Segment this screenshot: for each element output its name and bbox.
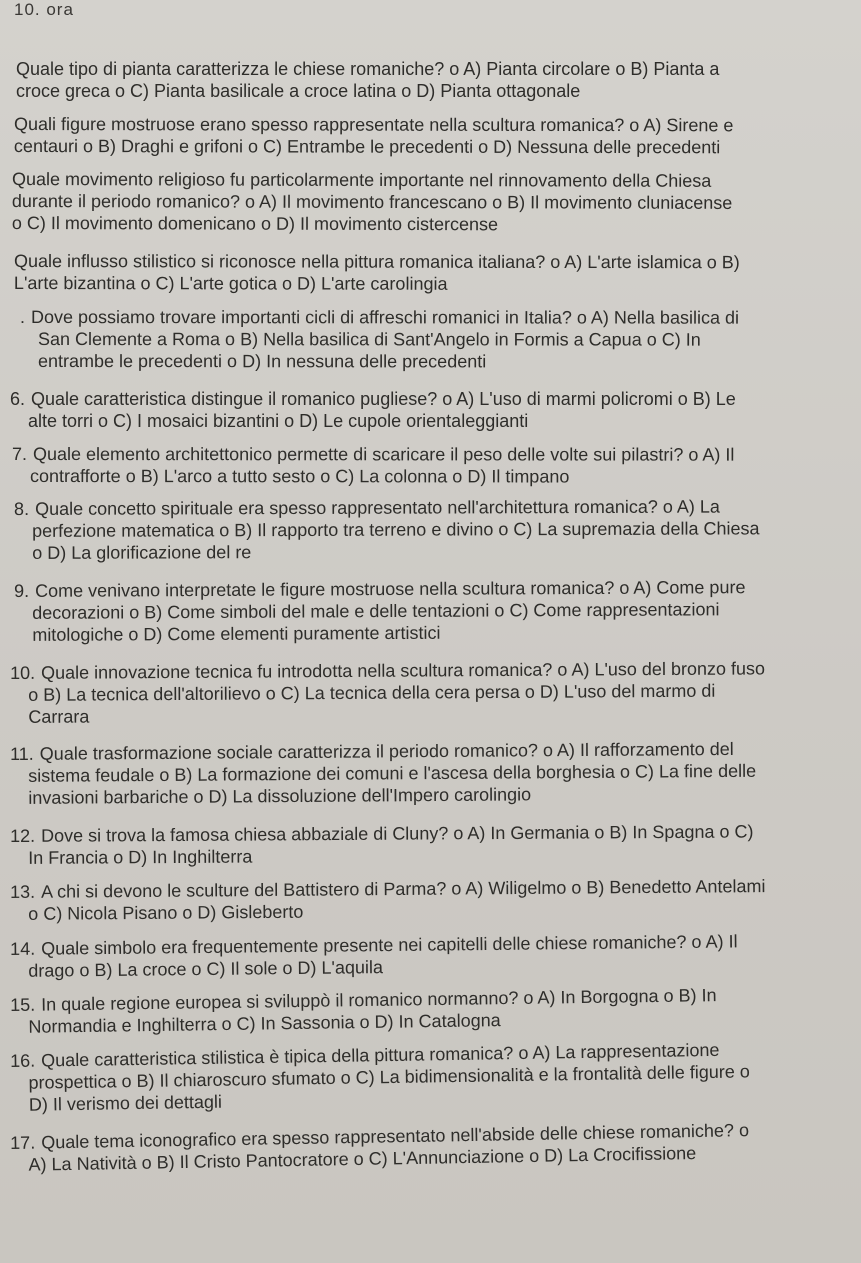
question-text: o C) Nicola Pisano o D) Gisleberto — [28, 901, 304, 924]
question-item — [10, 388, 736, 432]
question-line — [14, 113, 733, 136]
question-item — [10, 984, 717, 1038]
question-text: In quale regione europea si sviluppò il romanico normanno? o A) In Borgogna o B) In — [41, 985, 717, 1015]
question-text: o B) La tecnica dell'altorilievo o C) La tecnica della cera persa o D) L'uso del marmo di — [28, 680, 716, 705]
question-text: centauri o B) Draghi e grifoni o C) Entrambe le precedenti o D) Nessuna delle precedenti — [13, 135, 721, 158]
question-line — [14, 598, 745, 624]
question-text: Quale caratteristica distingue il romanico pugliese? o A) L'uso di marmi policromi o B) Le — [31, 389, 736, 409]
question-line — [20, 328, 739, 351]
question-text: San Clemente a Roma o B) Nella basilica di Sant'Angelo in Formis a Capua o C) In — [37, 329, 701, 350]
question-text: In Francia o D) In Inghilterra — [28, 846, 253, 868]
question-text: A chi si devono le sculture del Battistero di Parma? o A) Wiligelmo o B) Benedetto Antelami — [41, 876, 766, 902]
question-line — [14, 539, 759, 564]
question-item — [16, 58, 719, 102]
question-line — [10, 701, 765, 728]
question-line — [10, 782, 756, 809]
question-item — [14, 495, 760, 564]
question-text: perfezione matematica o B) Il rapporto tra terreno e divino o C) La supremazia della Chiesa — [32, 518, 760, 541]
question-line — [10, 842, 754, 869]
question-line — [14, 250, 740, 273]
question-item — [14, 576, 746, 646]
question-line — [10, 820, 754, 847]
question-item — [10, 875, 766, 925]
question-item — [10, 1119, 750, 1176]
handwritten-mark: 10. ora — [14, 0, 74, 19]
question-text: Quale caratteristica stilistica è tipica della pittura romanica? o A) La rappresentazione — [41, 1039, 720, 1071]
question-line — [20, 306, 739, 329]
question-text: croce greca o C) Pianta basilicale a croce latina o D) Pianta ottagonale — [16, 81, 581, 101]
question-item — [10, 1038, 750, 1116]
question-line — [20, 350, 739, 373]
question-text: Carrara — [28, 706, 90, 727]
question-text: entrambe le precedenti o D) In nessuna delle precedenti — [37, 351, 487, 372]
question-text: o C) Il movimento domenicano o D) Il movimento cistercense — [11, 212, 499, 235]
question-item — [10, 657, 765, 728]
question-text: A) La Natività o B) Il Cristo Pantocratore o C) L'Annunciazione o D) La Crocifissione — [28, 1143, 697, 1175]
question-item — [10, 930, 738, 982]
question-line — [10, 388, 736, 410]
question-item — [10, 820, 754, 869]
question-text: Quale concetto spirituale era spesso rappresentato nell'architettura romanica? o A) La — [35, 496, 720, 519]
question-line — [14, 272, 740, 295]
question-line — [10, 410, 736, 432]
question-text: prospettica o B) Il chiaroscuro sfumato o C) La bidimensionalità e la frontalità delle figure o — [28, 1061, 750, 1093]
question-line — [10, 897, 766, 925]
question-line — [12, 190, 732, 214]
question-number: 13. — [10, 881, 36, 902]
question-text: Dove si trova la famosa chiesa abbaziale di Cluny? o A) In Germania o B) In Spagna o C) — [41, 821, 754, 846]
question-line — [10, 679, 765, 706]
question-number: 17. — [10, 1132, 36, 1153]
question-line — [14, 620, 745, 646]
question-line — [12, 443, 734, 466]
question-text: Quali figure mostruose erano spesso rappresentate nella scultura romanica? o A) Sirene e — [13, 114, 734, 136]
question-text: L'arte bizantina o C) L'arte gotica o D) L'arte carolingia — [13, 272, 448, 294]
question-number: 6. — [10, 389, 26, 409]
question-text: decorazioni o B) Come simboli del male e delle tentazioni o C) Come rappresentazioni — [32, 599, 720, 623]
question-item — [14, 250, 740, 295]
question-line — [16, 80, 719, 102]
question-text: Quale tema iconografico era spesso rappresentato nell'abside delle chiese romaniche? o — [41, 1120, 750, 1153]
question-number: 11. — [10, 743, 34, 764]
question-line — [12, 168, 732, 192]
question-line — [14, 517, 759, 542]
question-text: Quale trasformazione sociale caratterizza il periodo romanico? o A) Il rafforzamento del — [39, 738, 734, 764]
question-number: 15. — [10, 994, 36, 1015]
question-text: drago o B) La croce o C) Il sole o D) L'aquila — [28, 957, 384, 981]
question-text: invasioni barbariche o D) La dissoluzione dell'Impero carolingio — [28, 784, 532, 808]
question-number: 14. — [10, 938, 36, 959]
question-text: Normandia e Inghilterra o C) In Sassonia o D) In Catalogna — [28, 1010, 501, 1037]
question-text: Quale influsso stilistico si riconosce nella pittura romanica italiana? o A) L'arte islamica o B) — [13, 251, 740, 273]
question-item — [20, 306, 739, 373]
question-text: alte torri o C) I mosaici bizantini o D) Le cupole orientaleggianti — [28, 411, 529, 431]
question-number: 8. — [14, 498, 30, 519]
question-text: Quale simbolo era frequentemente presente nei capitelli delle chiese romaniche? o A) Il — [41, 931, 738, 959]
question-item — [12, 443, 734, 488]
question-line — [12, 465, 734, 488]
question-number: 12. — [10, 825, 36, 846]
question-text: sistema feudale o B) La formazione dei comuni e l'ascesa della borghesia o C) La fine delle — [28, 760, 757, 786]
question-text: o D) La glorificazione del re — [32, 542, 252, 563]
question-text: contrafforte o B) L'arco a tutto sesto o C) La colonna o D) Il timpano — [29, 466, 570, 487]
question-text: Quale movimento religioso fu particolarmente importante nel rinnovamento della Chiesa — [11, 169, 712, 191]
question-text: durante il periodo romanico? o A) Il movimento francescano o B) Il movimento cluniacense — [11, 190, 733, 213]
question-line — [14, 135, 733, 158]
question-text: Quale innovazione tecnica fu introdotta nella scultura romanica? o A) L'uso del bronzo fuso — [41, 658, 766, 683]
question-number: 16. — [10, 1050, 36, 1071]
question-item — [10, 738, 756, 809]
question-number: 9. — [14, 580, 30, 601]
question-item — [14, 113, 733, 158]
question-number: 10. — [10, 662, 36, 683]
question-line — [16, 58, 719, 80]
question-text: D) Il verismo dei dettagli — [28, 1091, 223, 1115]
question-text: mitologiche o D) Come elementi puramente artistici — [32, 622, 441, 645]
question-text: Quale tipo di pianta caratterizza le chiese romaniche? o A) Pianta circolare o B) Pianta a — [16, 59, 720, 79]
question-number: . — [19, 307, 26, 328]
question-item — [12, 168, 733, 236]
question-line — [14, 495, 759, 520]
question-text: Come venivano interpretate le figure mostruose nella scultura romanica? o A) Come pure — [35, 577, 746, 601]
question-line — [12, 212, 732, 236]
question-text: Dove possiamo trovare importanti cicli di affreschi romanici in Italia? o A) Nella basilica di — [30, 307, 739, 328]
question-number: 7. — [11, 444, 28, 465]
question-text: Quale elemento architettonico permette di scaricare il peso delle volte sui pilastri? o A) Il — [32, 444, 735, 465]
